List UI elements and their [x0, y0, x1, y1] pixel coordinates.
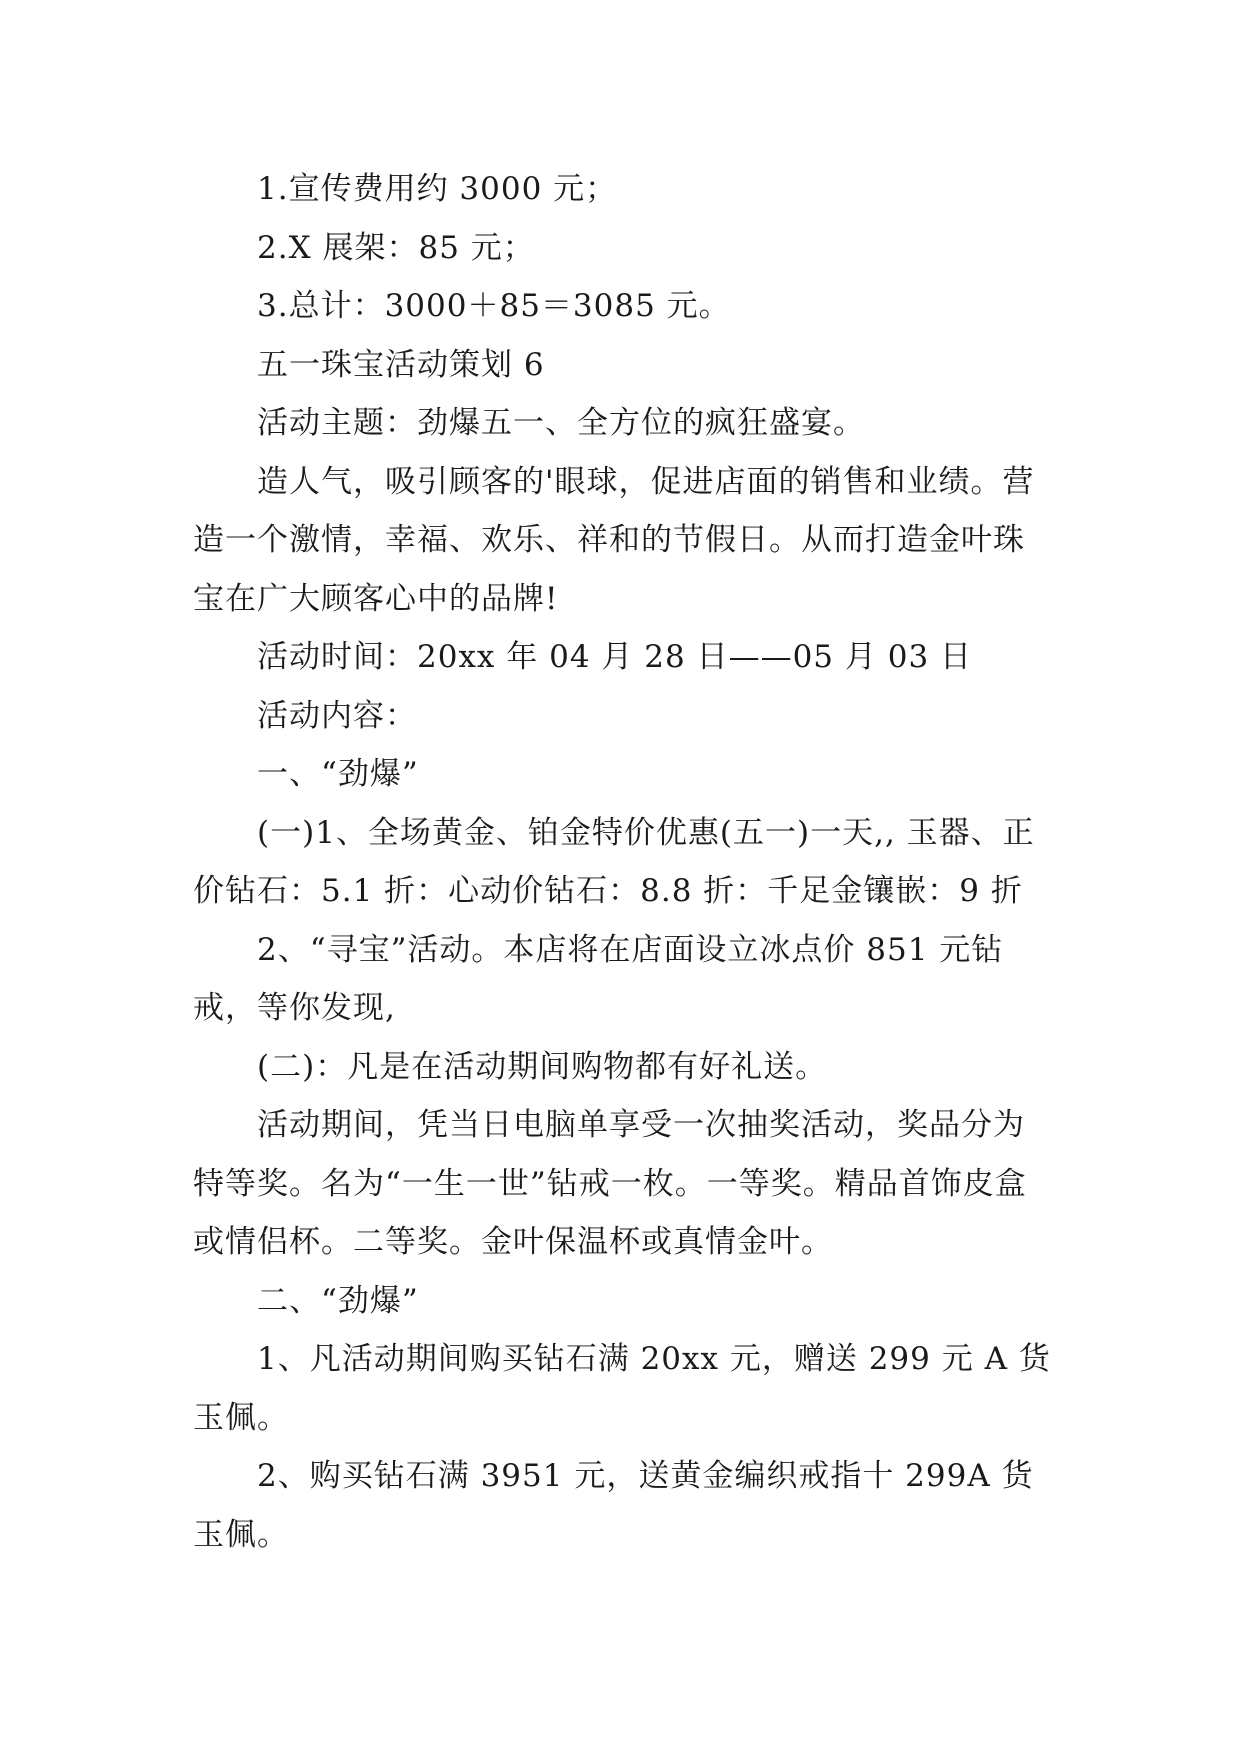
paragraph-cost-total: 3.总计：3000＋85＝3085 元。 [257, 288, 731, 324]
paragraph-time: 活动时间：20xx 年 04 月 28 日——05 月 03 日 [257, 639, 973, 675]
subheading-one: 一、“劲爆” [257, 756, 419, 792]
section-heading: 五一珠宝活动策划 6 [257, 346, 545, 383]
paragraph-theme: 活动主题：劲爆五一、全方位的疯狂盛宴。 [257, 405, 865, 441]
paragraph-lottery: 活动期间，凭当日电脑单享受一次抽奖活动，奖品分为特等奖。名为“一生一世”钻戒一枚。一等奖。精品首饰皮盒或情侣杯。二等奖。金叶保温杯或真情金叶。 [193, 1107, 1027, 1260]
paragraph-bonus-one: 1、凡活动期间购买钻石满 20xx 元，赠送 299 元 A 货玉佩。 [193, 1341, 1051, 1436]
paragraph-gifts: (二)：凡是在活动期间购物都有好礼送。 [257, 1048, 828, 1085]
paragraph-cost-x-stand: 2.X 展架：85 元； [257, 229, 535, 266]
paragraph-treasure-hunt: 2、“寻宝”活动。本店将在店面设立冰点价 851 元钻戒，等你发现, [193, 931, 1004, 1026]
subheading-two: 二、“劲爆” [257, 1282, 419, 1319]
paragraph-discounts: (一)1、全场黄金、铂金特价优惠(五一)一天,, 玉器、正价钻石：5.1 折：心动价钻石：8.8 折：千足金镶嵌：9 折 [193, 814, 1035, 909]
paragraph-content-label: 活动内容： [257, 697, 417, 734]
paragraph-cost-publicity: 1.宣传费用约 3000 元； [257, 171, 618, 207]
document-body [193, 160, 1053, 1564]
paragraph-purpose: 造人气，吸引顾客的'眼球，促进店面的销售和业绩。营造一个激情，幸福、欢乐、祥和的节假日。从而打造金叶珠宝在广大顾客心中的品牌! [193, 463, 1035, 617]
paragraph-bonus-two: 2、购买钻石满 3951 元，送黄金编织戒指十 299A 货玉佩。 [193, 1458, 1034, 1553]
